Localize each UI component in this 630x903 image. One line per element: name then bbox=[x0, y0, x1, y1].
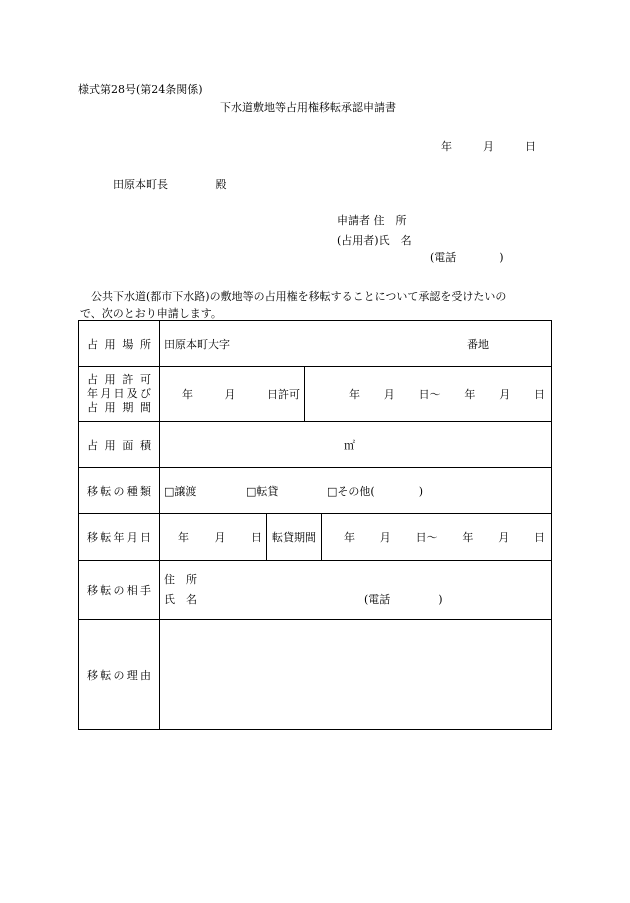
permit-day: 日許可 bbox=[267, 388, 300, 401]
field-transfer-date bbox=[160, 514, 552, 561]
row-permit bbox=[79, 367, 552, 422]
document-title: 下水道敷地等占用権移転承認申請書 bbox=[220, 101, 396, 114]
field-permit[interactable] bbox=[160, 367, 552, 422]
label-lease-period bbox=[266, 514, 321, 560]
label-area: 占 用 面 積 bbox=[79, 422, 160, 468]
option-other[interactable]: □その他( bbox=[327, 484, 375, 498]
addressee bbox=[113, 176, 227, 192]
lease-to-day: 日 bbox=[533, 531, 545, 544]
period-from-month: 月 bbox=[383, 388, 395, 401]
field-reason[interactable] bbox=[160, 620, 552, 730]
intro-line-1: 公共下水道(都市下水路)の敷地等の占用権を移転することについて承認を受けたいの bbox=[80, 290, 507, 303]
label-counterparty: 移 転 の 相 手 bbox=[79, 561, 160, 620]
permit-month: 月 bbox=[224, 388, 236, 401]
label-transfer-type: 移 転 の 種 類 bbox=[79, 468, 160, 514]
lease-from-year: 年 bbox=[344, 531, 355, 544]
permit-year: 年 bbox=[182, 388, 193, 401]
lease-period-input[interactable] bbox=[321, 514, 551, 560]
transfer-year: 年 bbox=[178, 531, 189, 544]
field-transfer-type bbox=[160, 468, 552, 514]
transfer-date-input[interactable] bbox=[160, 514, 266, 560]
location-suffix: 番地 bbox=[467, 337, 489, 351]
transfer-day: 日 bbox=[251, 531, 262, 544]
label-permit: 占 用 許 可 年 月 日 及 び 占 用 期 間 bbox=[79, 367, 160, 422]
honorific: 殿 bbox=[215, 178, 227, 191]
lease-to-year: 年 bbox=[462, 531, 474, 544]
option-sublease[interactable]: □転貸 bbox=[246, 484, 279, 498]
row-transfer-date bbox=[79, 514, 552, 561]
intro-text bbox=[80, 288, 506, 322]
period-to-month: 月 bbox=[499, 388, 511, 401]
permit-date[interactable] bbox=[160, 367, 304, 421]
date-month: 月 bbox=[483, 140, 494, 153]
option-other-close: ) bbox=[418, 484, 423, 498]
counterparty-phone-open: (電話 bbox=[364, 593, 391, 606]
submission-date bbox=[441, 138, 536, 154]
row-counterparty bbox=[79, 561, 552, 620]
area-unit: ㎡ bbox=[344, 438, 355, 452]
label-location bbox=[79, 321, 160, 367]
option-assignment[interactable]: □譲渡 bbox=[164, 484, 197, 498]
lease-from-month: 月 bbox=[379, 531, 391, 544]
row-transfer-type bbox=[79, 468, 552, 514]
applicant-phone bbox=[430, 249, 504, 265]
field-location[interactable] bbox=[160, 321, 552, 367]
intro-line-2: で、次のとおり申請します。 bbox=[80, 307, 222, 320]
field-area[interactable] bbox=[160, 422, 552, 468]
label-reason: 移 転 の 理 由 bbox=[79, 620, 160, 730]
transfer-month: 月 bbox=[214, 531, 226, 544]
location-prefix: 田原本町大字 bbox=[164, 337, 230, 351]
period-from-day: 日〜 bbox=[418, 388, 441, 401]
applicant-phone-open: (電話 bbox=[430, 251, 457, 264]
period-to-year: 年 bbox=[464, 388, 476, 401]
applicant-address-label: 申請者 住 所 bbox=[337, 214, 407, 227]
lease-from-day: 日〜 bbox=[415, 531, 438, 544]
applicant-name-label: (占用者)氏 名 bbox=[337, 234, 412, 247]
label-transfer-date: 移 転 年 月 日 bbox=[79, 514, 160, 561]
addressee-name: 田原本町長 bbox=[113, 178, 168, 191]
period-to-day: 日 bbox=[533, 388, 545, 401]
date-day: 日 bbox=[525, 140, 536, 153]
row-location bbox=[79, 321, 552, 367]
form-number: 様式第28号(第24条関係) bbox=[78, 83, 203, 96]
label-location-text: 占 用 場 所 bbox=[87, 337, 151, 351]
counterparty-address-label: 住 所 bbox=[164, 573, 197, 586]
applicant-phone-close: ) bbox=[499, 251, 504, 264]
date-year: 年 bbox=[441, 140, 452, 153]
lease-to-month: 月 bbox=[498, 531, 510, 544]
application-table bbox=[78, 320, 552, 730]
counterparty-phone-close: ) bbox=[438, 593, 443, 606]
permit-period[interactable] bbox=[304, 367, 551, 421]
row-reason bbox=[79, 620, 552, 730]
lease-period-label: 転貸期間 bbox=[272, 531, 316, 544]
field-counterparty[interactable] bbox=[160, 561, 552, 620]
row-area bbox=[79, 422, 552, 468]
counterparty-name-label: 氏 名 bbox=[164, 593, 197, 606]
period-from-year: 年 bbox=[349, 388, 360, 401]
